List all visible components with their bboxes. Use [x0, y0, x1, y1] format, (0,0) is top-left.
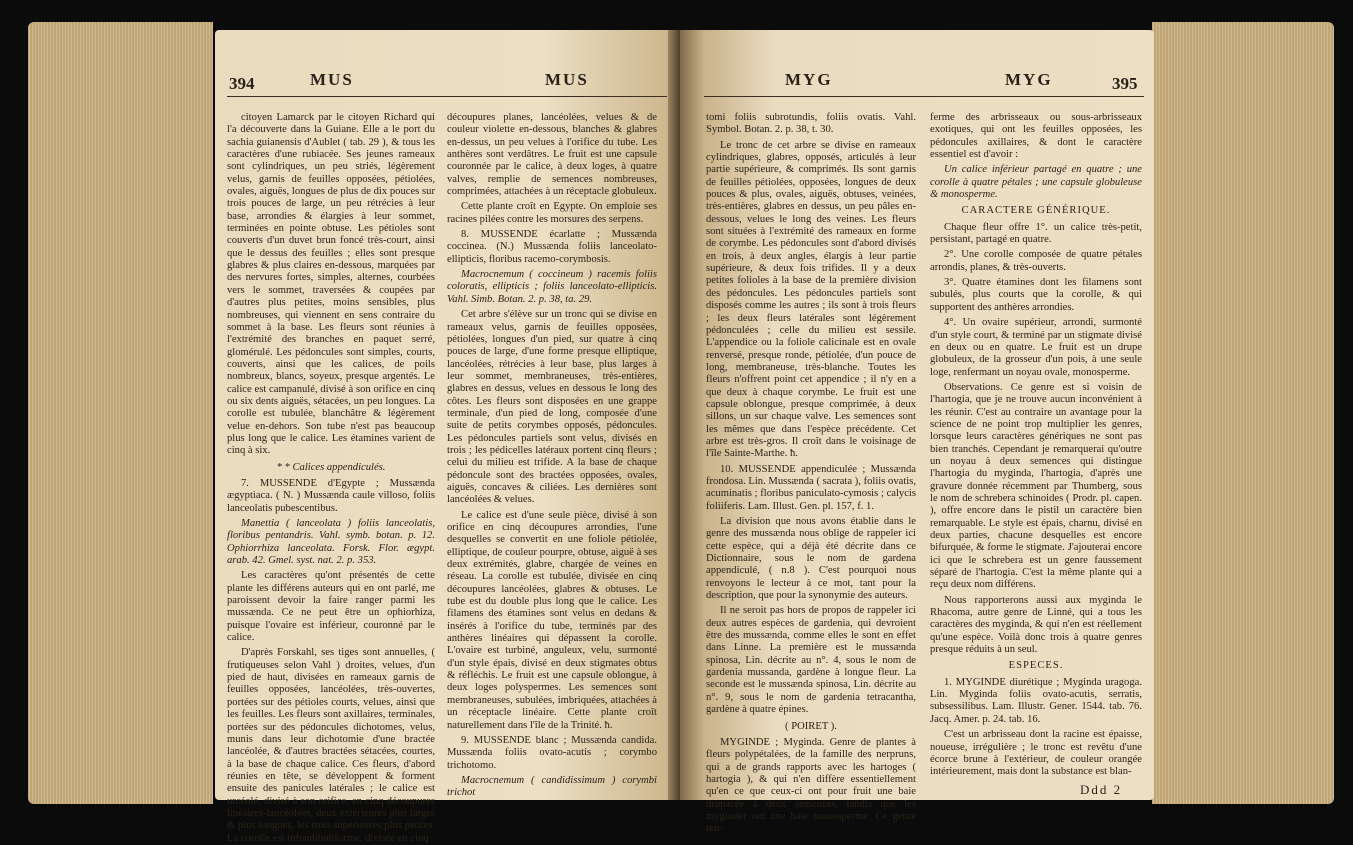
right-column-1 — [706, 112, 916, 835]
paragraph: 2°. Une corolle composée de quatre pétales arrondis, planes, & très-ouverts. — [930, 249, 1142, 273]
running-head-right-col1: MYG — [785, 70, 833, 89]
left-column-1 — [227, 112, 435, 844]
paragraph: Les caractères qu'ont présentés de cette plante les différens auteurs qui en ont parlé, me paroissent devoir la faire ranger parmi les mussænda. Ce ne peut être un ophiorhiza, puisque l'ovaire est inférieur, couronné par le calice. — [227, 570, 435, 644]
running-head-left-col2: MUS — [545, 70, 589, 89]
paragraph: 8. MUSSENDE écarlatte ; Mussænda coccinea. (N.) Mussænda foliis lanceolato-ellipticis, floribus racemo-corymbosis. — [447, 229, 657, 265]
paragraph: Manettia ( lanceolata ) foliis lanceolatis, floribus pentandris. Vahl. symb. botan. p. 12. Ophiorrhiza lanceolata. Forsk. Flor. ægypt. arab. 42. Gmel. syst. nat. 2. p. 353. — [227, 518, 435, 567]
paragraph: Observations. Ce genre est si voisin de l'hartogia, que je ne trouve aucun inconvénient à les réunir. C'est au contraire un avantage pour la science de ne point trop multiplier les genres, lorsque leurs caractères génériques ne sont pas bien tranchés. Cependant je remarquerai qu'outre un noyau à deux semences qui distingue l'hartogia du myginda, l'hartogia, d'après une gravure donnée récemment par Thumberg, sous le nom de schrebera schinoides ( Prodr. pl. capen. ), offre encore dans le pistil un caractère bien remarquable. Le style est épais, charnu, divisé en deux parties, chacune desquelles est encore bifurquée, & forme le stigmate. J'ajouterai encore ici que le schrebera est un genre faussement séparé de l'hartogia. C'est la même plante qui a reçu deux nom différens. — [930, 381, 1142, 591]
page-number-left: 394 — [229, 74, 255, 93]
left-page — [215, 30, 685, 844]
page-number-right: 395 — [1112, 74, 1138, 93]
running-head-left-col1: MUS — [310, 70, 354, 89]
header-rule-right — [704, 96, 1144, 97]
paragraph: Un calice inférieur partagé en quatre ; une corolle à quatre pétales ; une capsule globuleuse & monosperme. — [930, 164, 1142, 201]
paragraph: CARACTERE GÉNÉRIQUE. — [961, 205, 1111, 217]
right-page-stack — [1152, 22, 1334, 804]
paragraph: 7. MUSSENDE d'Egypte ; Mussænda ægyptiaca. ( N. ) Mussænda caule villoso, foliis lanceolatis pubescentibus. — [227, 477, 435, 514]
paragraph: Cet arbre s'élève sur un tronc qui se divise en rameaux velus, garnis de feuilles opposées, pétiolées, longues d'un pied, sur quatre à cinq pouces de large, d'une forme presque elliptique, lancéolées, rétrécies à leur base, plus larges à leur sommet, membraneuses, très-entières, glabres en dessus, velues en dessous le long des côtes. Les fleurs sont disposées en une grappe terminale, d'un pied de long, composée d'une suite de petits corymbes opposés, pédoncules. Les pédoncules partiels sont velus, divisés en trois ; les pédicelles latéraux portent cinq fleurs ; celui du milieu est trifide. A la base de chaque pédoncule sont des bractées opposées, ovales, aiguës, concaves & ciliées. Les dernières sont lancéolées & velues. — [447, 309, 657, 506]
paragraph: 3°. Quatre étamines dont les filamens sont subulés, plus courts que la corolle, & qui supportent des anthères arrondies. — [930, 277, 1142, 313]
right-column-2 — [930, 112, 1142, 802]
paragraph: Macrocnemum ( coccineum ) racemis foliis coloratis, ellipticis ; foliis lanceolato-ellipticis. Vahl. Simb. Botan. 2. p. 38, ta. 29. — [447, 269, 657, 305]
header-rule-left — [227, 96, 667, 97]
running-head-right-col2: MYG — [1005, 70, 1053, 89]
left-page-stack — [28, 22, 213, 804]
paragraph: 10. MUSSENDE appendiculée ; Mussænda frondosa. Lin. Mussænda ( sacrata ), foliis ovatis, acuminatis ; floribus paniculato-cymosis ; calycis foliiferis. Lam. Illust. Gen. pl. 157, f. 1. — [706, 463, 916, 512]
paragraph: 1. MYGINDE diurétique ; Myginda uragoga. Lin. Myginda foliis ovato-acutis, serratis, subsessilibus. Lam. Illustr. Gener. 1544. tab. 76. Jacq. Amer. p. 24. tab. 16. — [930, 676, 1142, 725]
paragraph: Chaque fleur offre 1°. un calice très-petit, persistant, partagé en quatre. — [930, 221, 1142, 246]
signature-mark: Ddd 2 — [1080, 782, 1123, 797]
paragraph: 4°. Un ovaire supérieur, arrondi, surmonté d'un style court, & terminé par un stigmate divisé en deux ou en quatre. Le fruit est un drupe globuleux, de la grosseur d'un pois, à une seule loge, renfermant un noyau ovale, monosperme. — [930, 317, 1142, 378]
paragraph: ferme des arbrisseaux ou sous-arbrisseaux exotiques, qui ont les feuilles opposées, les pédoncules axillaires, & dont le caractère essentiel est d'avoir : — [930, 112, 1142, 161]
paragraph: découpures planes, lancéolées, velues & de couleur violette en-dessous, blanches & glabres en-dessus, un peu velues à l'orifice du tube. Les anthères sont verdâtres. Le fruit est une capsule couronnée par le calice, à deux loges, à quatre valves, remplie de semences nombreuses, comprimées, attachées à un réceptacle globuleux. — [447, 112, 657, 198]
paragraph: Le tronc de cet arbre se divise en rameaux cylindriques, glabres, opposés, articulés à leur partie supérieure, & comprimés. Ils sont garnis de feuilles pétiolées, opposées, longues de deux pouces & plus, ovales, aiguës, obtuses, veinées, très-entières, glabres en dessus, un peu pâles en-dessous, velues le long des veines. Les fleurs sont situées à l'extrémité des rameaux en forme de corymbe. Les pédoncules sont d'abord divisés en trois, à deux angles, élargis à leur partie supérieure, & deux fois trifides. Il y a deux petites folioles à la base de la première division des pédoncules. Les pédoncules partiels sont disposés comme les autres ; ils sont à trois fleurs ; les deux fleurs latérales sont légèrement pédonculées ; celle du milieu est sessile. L'appendice ou la foliole calicinale est en ovale renversé, presque ronde, pétiolée, d'un pouce de long, membraneuse, très-blanche. Toutes les fleurs n'offrent point cet appendice ; il n'y en a que deux à chaque corymbe. Le fruit est une capsule oblongue, presque comprimée, à deux sillons, un sur chaque valve. Les semences sont les mêmes que dans l'espèce précédente. Cet arbre est très-gros. Il croît dans le voisinage de l'île Sainte-Marthe. ħ. — [706, 139, 916, 460]
paragraph: ( POIRET ). — [785, 720, 837, 732]
paragraph: ESPECES. — [1008, 660, 1064, 672]
paragraph: Cette plante croît en Egypte. On emploie ses racines pilées contre les morsures des serpens. — [447, 201, 657, 225]
paragraph: 9. MUSSENDE blanc ; Mussænda candida. Mussænda foliis ovato-acutis ; corymbo trichotomo. — [447, 734, 657, 771]
right-page — [680, 30, 1154, 835]
paragraph: Nous rapporterons aussi aux myginda le Rhacoma, autre genre de Linné, qui a tous les caractères des myginda, & qui n'en est réellement qu'une espèce. Voilà donc trois à quatre genres presque réduits à un seul. — [930, 594, 1142, 656]
paragraph: MYGINDE ; Myginda. Genre de plantes à fleurs polypétalées, de la famille des nerpruns, qui a de grands rapports avec les hartoges ( hartogia ), & qui n'en diffère essentiellement qu'en ce que ceux-ci ont pour fruit une baie drupacée à deux semences, tandis que les myginder ont une baie monosperme. Ce genre ren- — [706, 736, 916, 835]
paragraph: Macrocnemum ( candidissimum ) corymbi trichot — [447, 774, 657, 799]
paragraph: La division que nous avons établie dans le genre des mussænda nous oblige de rappeler ici cette espèce, qui a déjà été décrite dans ce Dictionnaire, sous le nom de gardena appendiculé, ( n.8 ). C'est pourquoi nous renvoyons le lecteur à ce mot, tant pour la description, que pour la synonymie des auteurs. — [706, 516, 916, 602]
paragraph: citoyen Lamarck par le citoyen Richard qui l'a découverte dans la Guiane. Elle a le port du sachia guianensis d'Aublet ( tab. 29 ), & tous les caractères d'une rubiacée. Ses jeunes rameaux sont cylindriques, un peu striés, légèrement velus, garnis de feuilles opposées, pétiolées, ovales, aiguës, longues de plus de dix pouces sur trois pouces de large, un peu rétrécies à leur base, arrondies & élargies à leur sommet, terminées en pointe obtuse. Les pétioles sont couverts d'un duvet brun foncé très-court, ainsi que le dessus des feuilles ; elles sont presque glabres & plus claires en-dessous, marquées par des nervures fortes, simples, alternes, courbées vers le sommet, traversées & coupées par d'autres plus petites, moins sensibles, plus nombreuses, qui viennent en sens contraire du sommet à la base. Les fleurs sont réunies à l'extrémité des branches en paquet serré, glomérulé. Les pédoncules sont simples, courts, couverts, ainsi que les calices, de poils nombreux, blancs, soyeux, presque argentés. Le calice est campanulé, divisé à son orifice en cinq ou six dents aiguës, sétacées, un peu longues. La corolle est tubulée, blanchâtre & légèrement velue en-dehors. Son tube n'est pas beaucoup plus long que le calice. Les étamines varient de cinq à six. — [227, 112, 435, 457]
paragraph: Le calice est d'une seule pièce, divisé à son orifice en cinq découpures arrondies, l'une desquelles se convertit en une foliole pétiolée, elliptique, de couleur pourpre, obtuse, aiguë à ses deux extrémités, glabre, chargée de veines en réseau. La corolle est tubulée, divisée en cinq découpures lancéolées, glabres & obtuses. Le tube est du double plus long que le calice. Les filamens des étamines sont velus en dedans & insérés à l'orifice du tube, terminés par des anthères linéaires qui dépassent la corolle. L'ovaire est turbiné, anguleux, velu, surmonté d'un style épais, divisé en deux stigmates obtus & réfléchis. Le fruit est une capsule oblongue, à deux loges polyspermes. Les semences sont membraneuses, subulées, imbriquées, attachées à un réceptacle linéaire. Cette plante croît naturellement dans l'île de la Trinité. ħ. — [447, 509, 657, 731]
paragraph: tomi foliis subrotundis, foliis ovatis. Vahl. Symbol. Botan. 2. p. 38, t. 30. — [706, 112, 916, 136]
paragraph: * * Calices appendiculés. — [276, 461, 386, 473]
paragraph: Il ne seroit pas hors de propos de rappeler ici deux autres espèces de gardenia, qui devroient être des mussænda, comme elles le sont en effet dans Linne. La première est le mussænda spinosa, Lin. décrite au n°. 4, sous le nom de gardenia mussanda, gardène à longue fleur. La seconde est le mussænda spinosa, Lin. décrite au n°. 9, sous le nom de gardenia tetracantha, gardène à quatre épines. — [706, 605, 916, 716]
left-column-2 — [447, 112, 657, 802]
paragraph: D'après Forskahl, ses tiges sont annuelles, ( frutiqueuses selon Vahl ) droites, velues, d'un pied de haut, divisées en rameaux garnis de feuilles opposées, lancéolées, très-ouvertes, portées sur des pétioles courts, velues, ainsi que les feuilles. Les fleurs sont axillaires, terminales, portées sur des pédoncules dichotomes, velus, munis dans leur dichotomie d'une bractée lancéolée, & d'autres bractées sétacées, courtes, à la base de chaque calice. Ces fleurs, d'abord réunies en tête, se développent & forment ensuite des panicules latérales ; le calice est urcéolé, divisé à son orifice, en cinq découpures linéaires-lancéolées, deux extérieures plus larges & plus longues, les trois supérieures plus petites. La corolle est infundibuliforme, divisée en cinq — [227, 647, 435, 844]
paragraph: C'est un arbrisseau dont la racine est épaisse, noueuse, irrégulière ; le tronc est revêtu d'une écorce brune à l'extérieur, de couleur orangée intérieurement, mais dont la substance est blan- — [930, 729, 1142, 778]
